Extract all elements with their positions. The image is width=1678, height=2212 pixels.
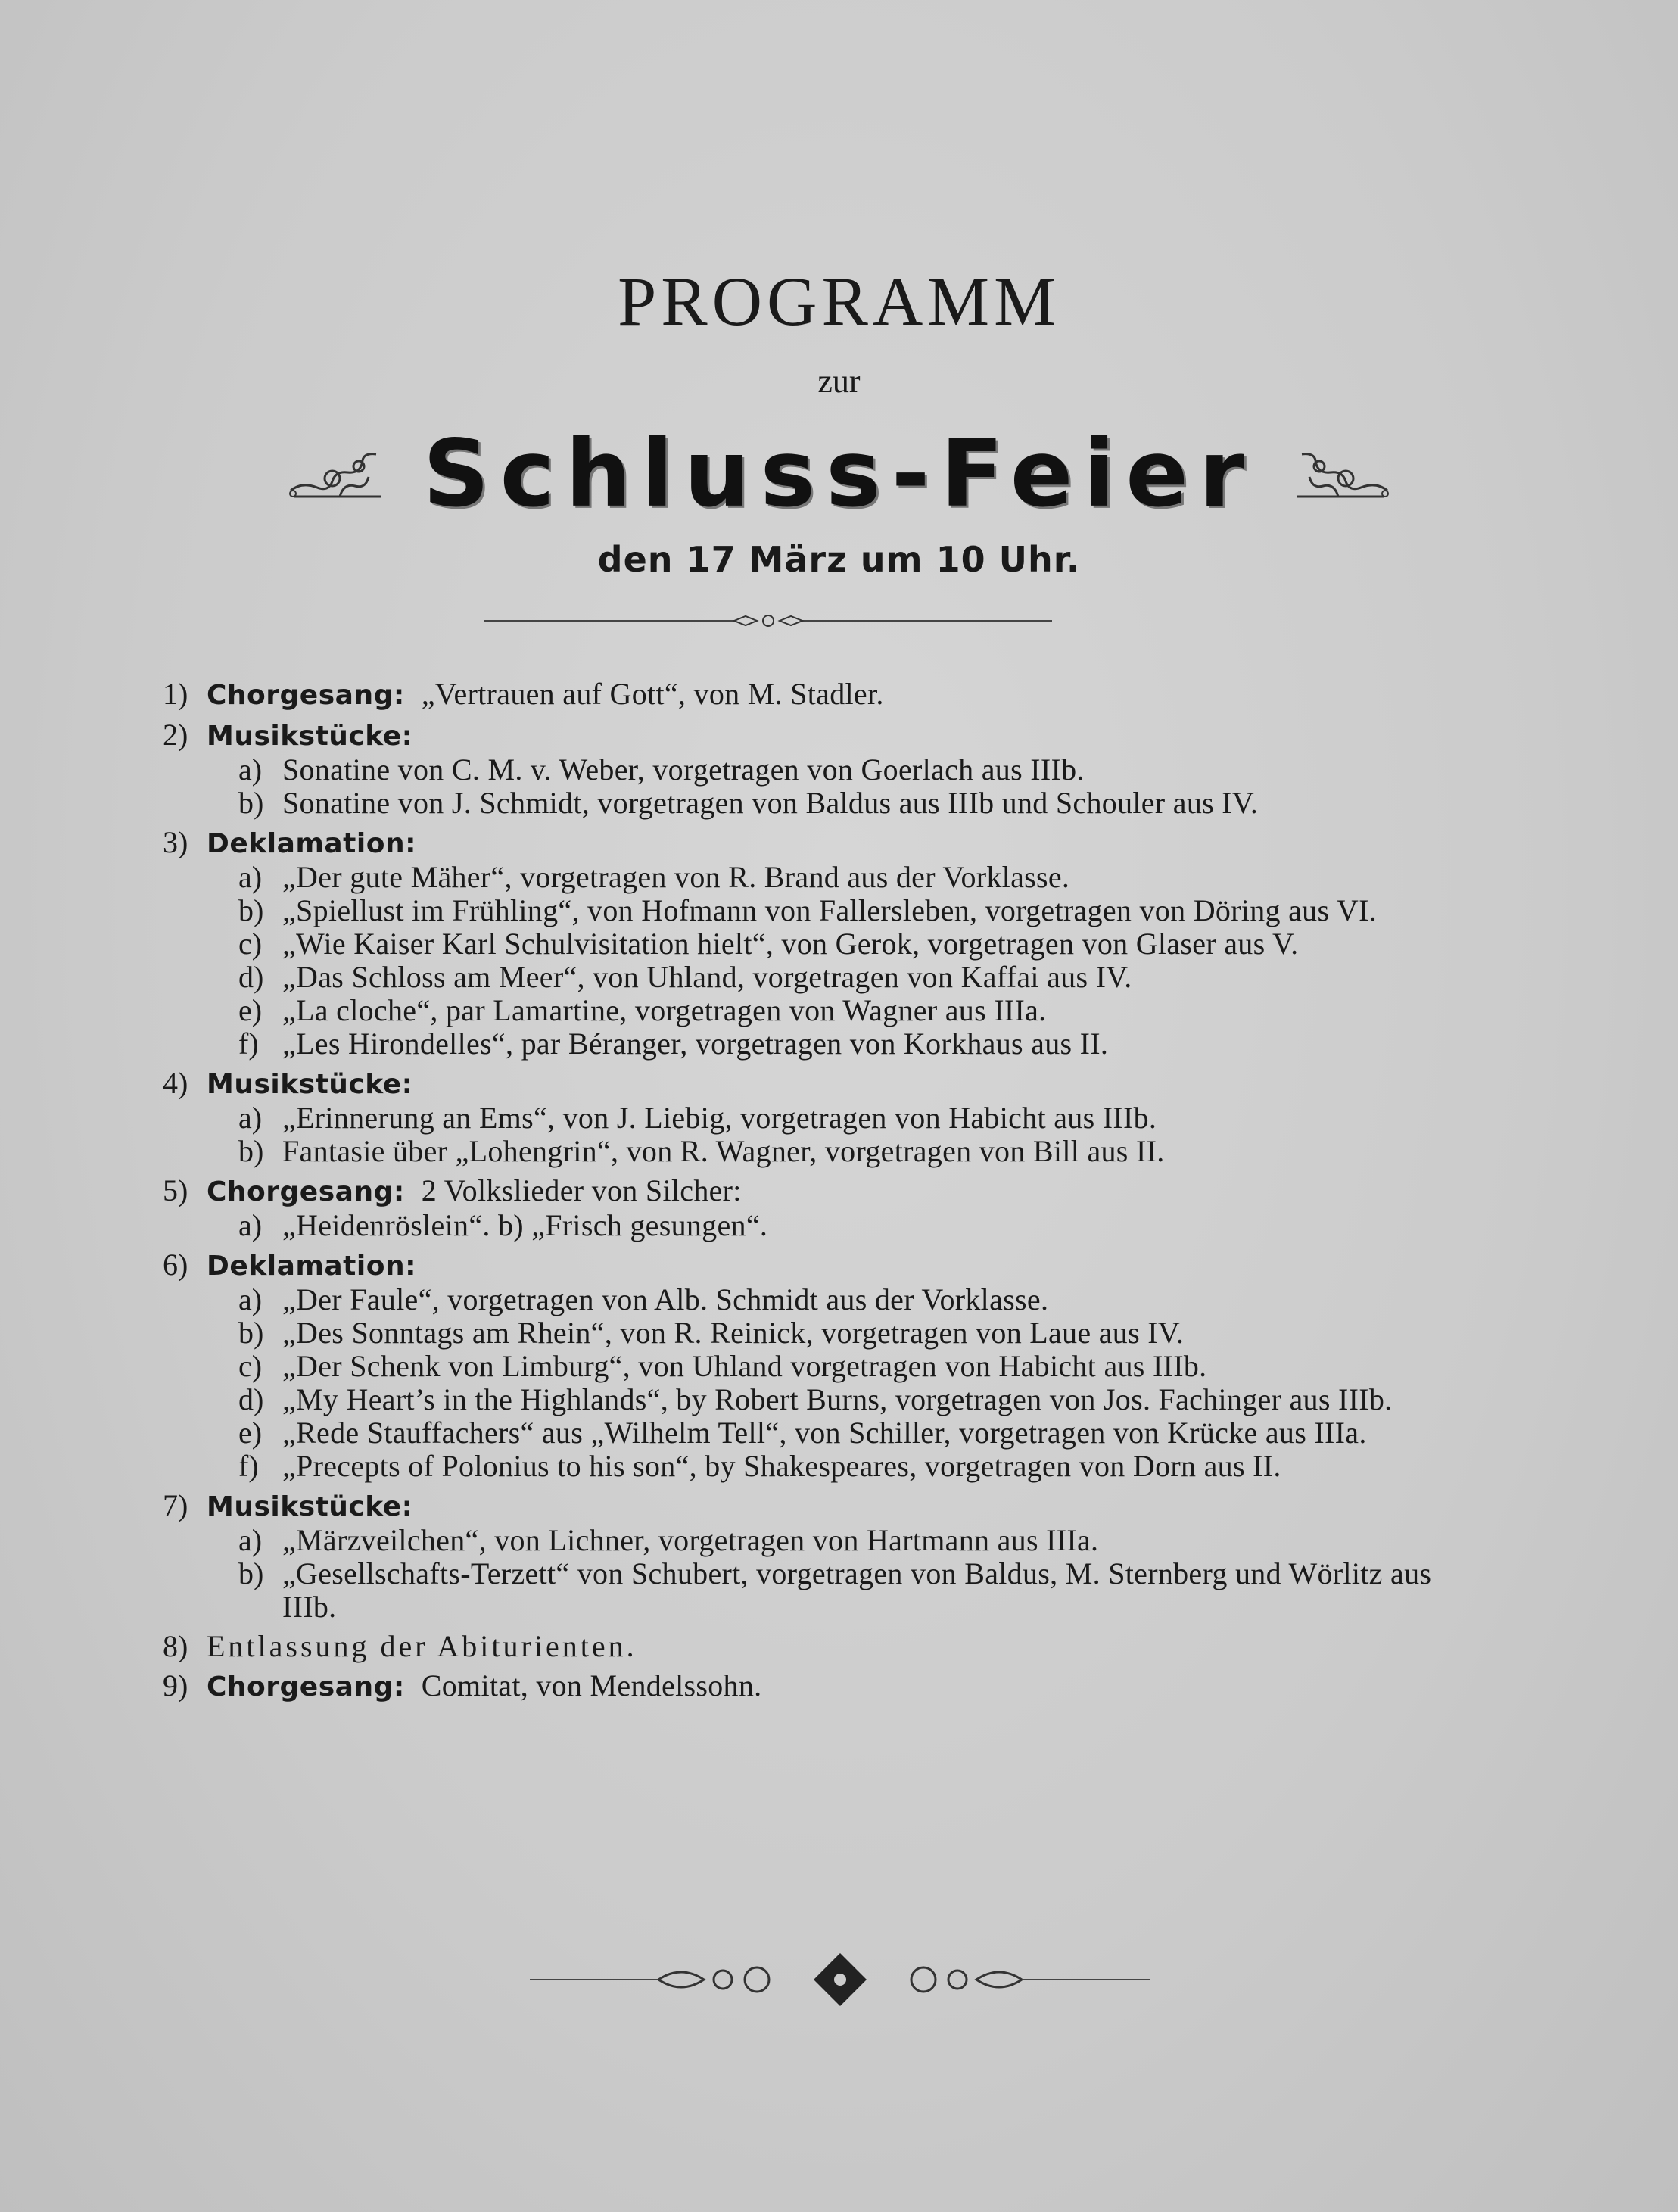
program-subitem-letter: c)	[238, 927, 263, 961]
program-subitem-text: Sonatine von C. M. v. Weber, vorgetragen von Goerlach aus IIIb.	[282, 752, 1085, 787]
program-subitem	[238, 1450, 1487, 1483]
program-subitem	[238, 1557, 1487, 1624]
program-subitem-letter: d)	[238, 1382, 264, 1416]
program-subitem-letter: e)	[238, 1416, 263, 1450]
program-subitem-letter: b)	[238, 1134, 264, 1168]
program-item	[163, 718, 1487, 820]
program-item	[163, 826, 1487, 1061]
program-item	[163, 1174, 1487, 1242]
program-item-number: 2)	[163, 718, 188, 752]
program-item-number: 6)	[163, 1248, 188, 1282]
program-subitem-text: „Das Schloss am Meer“, von Uhland, vorgetragen von Kaffai aus IV.	[282, 960, 1132, 994]
program-subitem	[238, 1416, 1487, 1450]
program-subitem	[238, 787, 1487, 820]
program-subitem	[238, 1350, 1487, 1383]
program-item-description: Comitat, von Mendelssohn.	[421, 1668, 762, 1703]
program-subitem-letter: a)	[238, 860, 263, 894]
program-subitem-text: „Erinnerung an Ems“, von J. Liebig, vorgetragen von Habicht aus IIIb.	[282, 1101, 1157, 1135]
program-subitem	[238, 927, 1487, 961]
program-subitem	[238, 1135, 1487, 1168]
program-item-category: Chorgesang:	[207, 1671, 405, 1703]
program-subitem-text: „Der Faule“, vorgetragen von Alb. Schmidt aus der Vorklasse.	[282, 1282, 1049, 1316]
date-line: den 17 März um 10 Uhr.	[597, 539, 1081, 580]
main-title: Schluss-Feier	[422, 420, 1256, 528]
program-item-head	[163, 1489, 1487, 1524]
program-item	[163, 678, 1487, 712]
program-subitem-letter: a)	[238, 1208, 263, 1242]
program-subitem-letter: f)	[238, 1027, 259, 1061]
program-subitem	[238, 753, 1487, 787]
program-subitem-letter: b)	[238, 893, 264, 927]
program-subitem	[238, 861, 1487, 894]
program-list	[163, 678, 1487, 1710]
program-subitem	[238, 1027, 1487, 1061]
program-subitem-letter: b)	[238, 1316, 264, 1350]
program-item-description: „Vertrauen auf Gott“, von M. Stadler.	[421, 677, 884, 711]
program-subitem-letter: c)	[238, 1349, 263, 1383]
program-subitem-text: „Spiellust im Frühling“, von Hofmann von Fallersleben, vorgetragen von Döring aus VI.	[282, 893, 1378, 927]
program-subitem-text: „Precepts of Polonius to his son“, by Shakespeares, vorgetragen von Dorn aus II.	[282, 1449, 1281, 1483]
program-item-head	[163, 1669, 1487, 1704]
program-subitem-text: „Rede Stauffachers“ aus „Wilhelm Tell“, von Schiller, vorgetragen von Krücke aus IIIa.	[282, 1416, 1367, 1450]
main-title-row	[0, 420, 1678, 528]
program-subitem-text: „Märzveilchen“, von Lichner, vorgetragen von Hartmann aus IIIa.	[282, 1523, 1099, 1557]
program-subitem	[238, 1283, 1487, 1316]
program-subitem-letter: b)	[238, 786, 264, 820]
program-item	[163, 1489, 1487, 1624]
program-item-category: Musikstücke:	[207, 1069, 413, 1100]
program-item-number: 3)	[163, 825, 188, 859]
right-flourish-icon	[1293, 444, 1391, 504]
program-item-number: 4)	[163, 1066, 188, 1100]
program-subitem	[238, 1101, 1487, 1135]
program-subitem	[238, 1209, 1487, 1242]
program-item-number: 1)	[163, 677, 188, 711]
program-item-head	[163, 718, 1487, 753]
page-title: PROGRAMM	[618, 263, 1060, 340]
program-subitem-text: Sonatine von J. Schmidt, vorgetragen von Baldus aus IIIb und Schouler aus IV.	[282, 786, 1259, 820]
program-item-head	[163, 1248, 1487, 1283]
program-item-number: 7)	[163, 1488, 188, 1522]
program-subitem-letter: b)	[238, 1556, 264, 1590]
program-item-category: Chorgesang:	[207, 1176, 405, 1207]
top-divider-ornament-icon	[484, 606, 1052, 636]
program-item	[163, 1630, 1487, 1663]
program-subitem-text: „My Heart’s in the Highlands“, by Robert Burns, vorgetragen von Jos. Fachinger aus IIIb.	[282, 1382, 1393, 1416]
subtitle-zur: zur	[817, 363, 861, 400]
program-subitem	[238, 1316, 1487, 1350]
program-item-head	[163, 1067, 1487, 1101]
program-subitem-text: „Des Sonntags am Rhein“, von R. Reinick, vorgetragen von Laue aus IV.	[282, 1316, 1185, 1350]
program-subitem	[238, 1524, 1487, 1557]
left-flourish-icon	[287, 444, 385, 504]
program-item-head	[163, 826, 1487, 861]
bottom-divider-ornament-icon	[530, 1946, 1150, 2014]
program-subitem-letter: a)	[238, 1523, 263, 1557]
program-subitem-text: „Der gute Mäher“, vorgetragen von R. Brand aus der Vorklasse.	[282, 860, 1070, 894]
program-subitem-text: „Heidenröslein“. b) „Frisch gesungen“.	[282, 1208, 768, 1242]
program-subitem-letter: e)	[238, 993, 263, 1027]
program-subitem	[238, 961, 1487, 994]
program-item	[163, 1067, 1487, 1168]
program-subitem	[238, 1383, 1487, 1416]
program-subitem	[238, 894, 1487, 927]
program-subitem-letter: f)	[238, 1449, 259, 1483]
program-subitem-text: „Les Hirondelles“, par Béranger, vorgetragen von Korkhaus aus II.	[282, 1027, 1109, 1061]
program-item-head	[163, 1174, 1487, 1209]
program-item-category: Deklamation:	[207, 828, 416, 859]
program-item-description: 2 Volkslieder von Silcher:	[421, 1173, 742, 1207]
program-item-category: Musikstücke:	[207, 1491, 413, 1522]
program-subitem	[238, 994, 1487, 1027]
program-item-category: Deklamation:	[207, 1251, 416, 1282]
program-item-head	[163, 1630, 1487, 1663]
program-item-category: Entlassung der Abiturienten.	[207, 1629, 637, 1663]
program-subitem-letter: a)	[238, 1282, 263, 1316]
program-item	[163, 1248, 1487, 1483]
program-item-number: 9)	[163, 1668, 188, 1703]
program-item-number: 5)	[163, 1173, 188, 1207]
program-subitem-text: „La cloche“, par Lamartine, vorgetragen von Wagner aus IIIa.	[282, 993, 1047, 1027]
program-subitem-text: „Der Schenk von Limburg“, von Uhland vorgetragen von Habicht aus IIIb.	[282, 1349, 1207, 1383]
program-subitem-letter: a)	[238, 1101, 263, 1135]
program-subitem-text: Fantasie über „Lohengrin“, von R. Wagner, vorgetragen von Bill aus II.	[282, 1134, 1165, 1168]
program-item-category: Musikstücke:	[207, 721, 413, 752]
program-item-head	[163, 678, 1487, 712]
program-item	[163, 1669, 1487, 1704]
program-subitem-letter: a)	[238, 752, 263, 787]
program-subitem-text: „Gesellschafts-Terzett“ von Schubert, vorgetragen von Baldus, M. Sternberg und Wörlitz aus IIIb.	[282, 1556, 1432, 1624]
program-subitem-letter: d)	[238, 960, 264, 994]
program-item-category: Chorgesang:	[207, 680, 405, 711]
program-item-number: 8)	[163, 1629, 188, 1663]
program-subitem-text: „Wie Kaiser Karl Schulvisitation hielt“, von Gerok, vorgetragen von Glaser aus V.	[282, 927, 1299, 961]
